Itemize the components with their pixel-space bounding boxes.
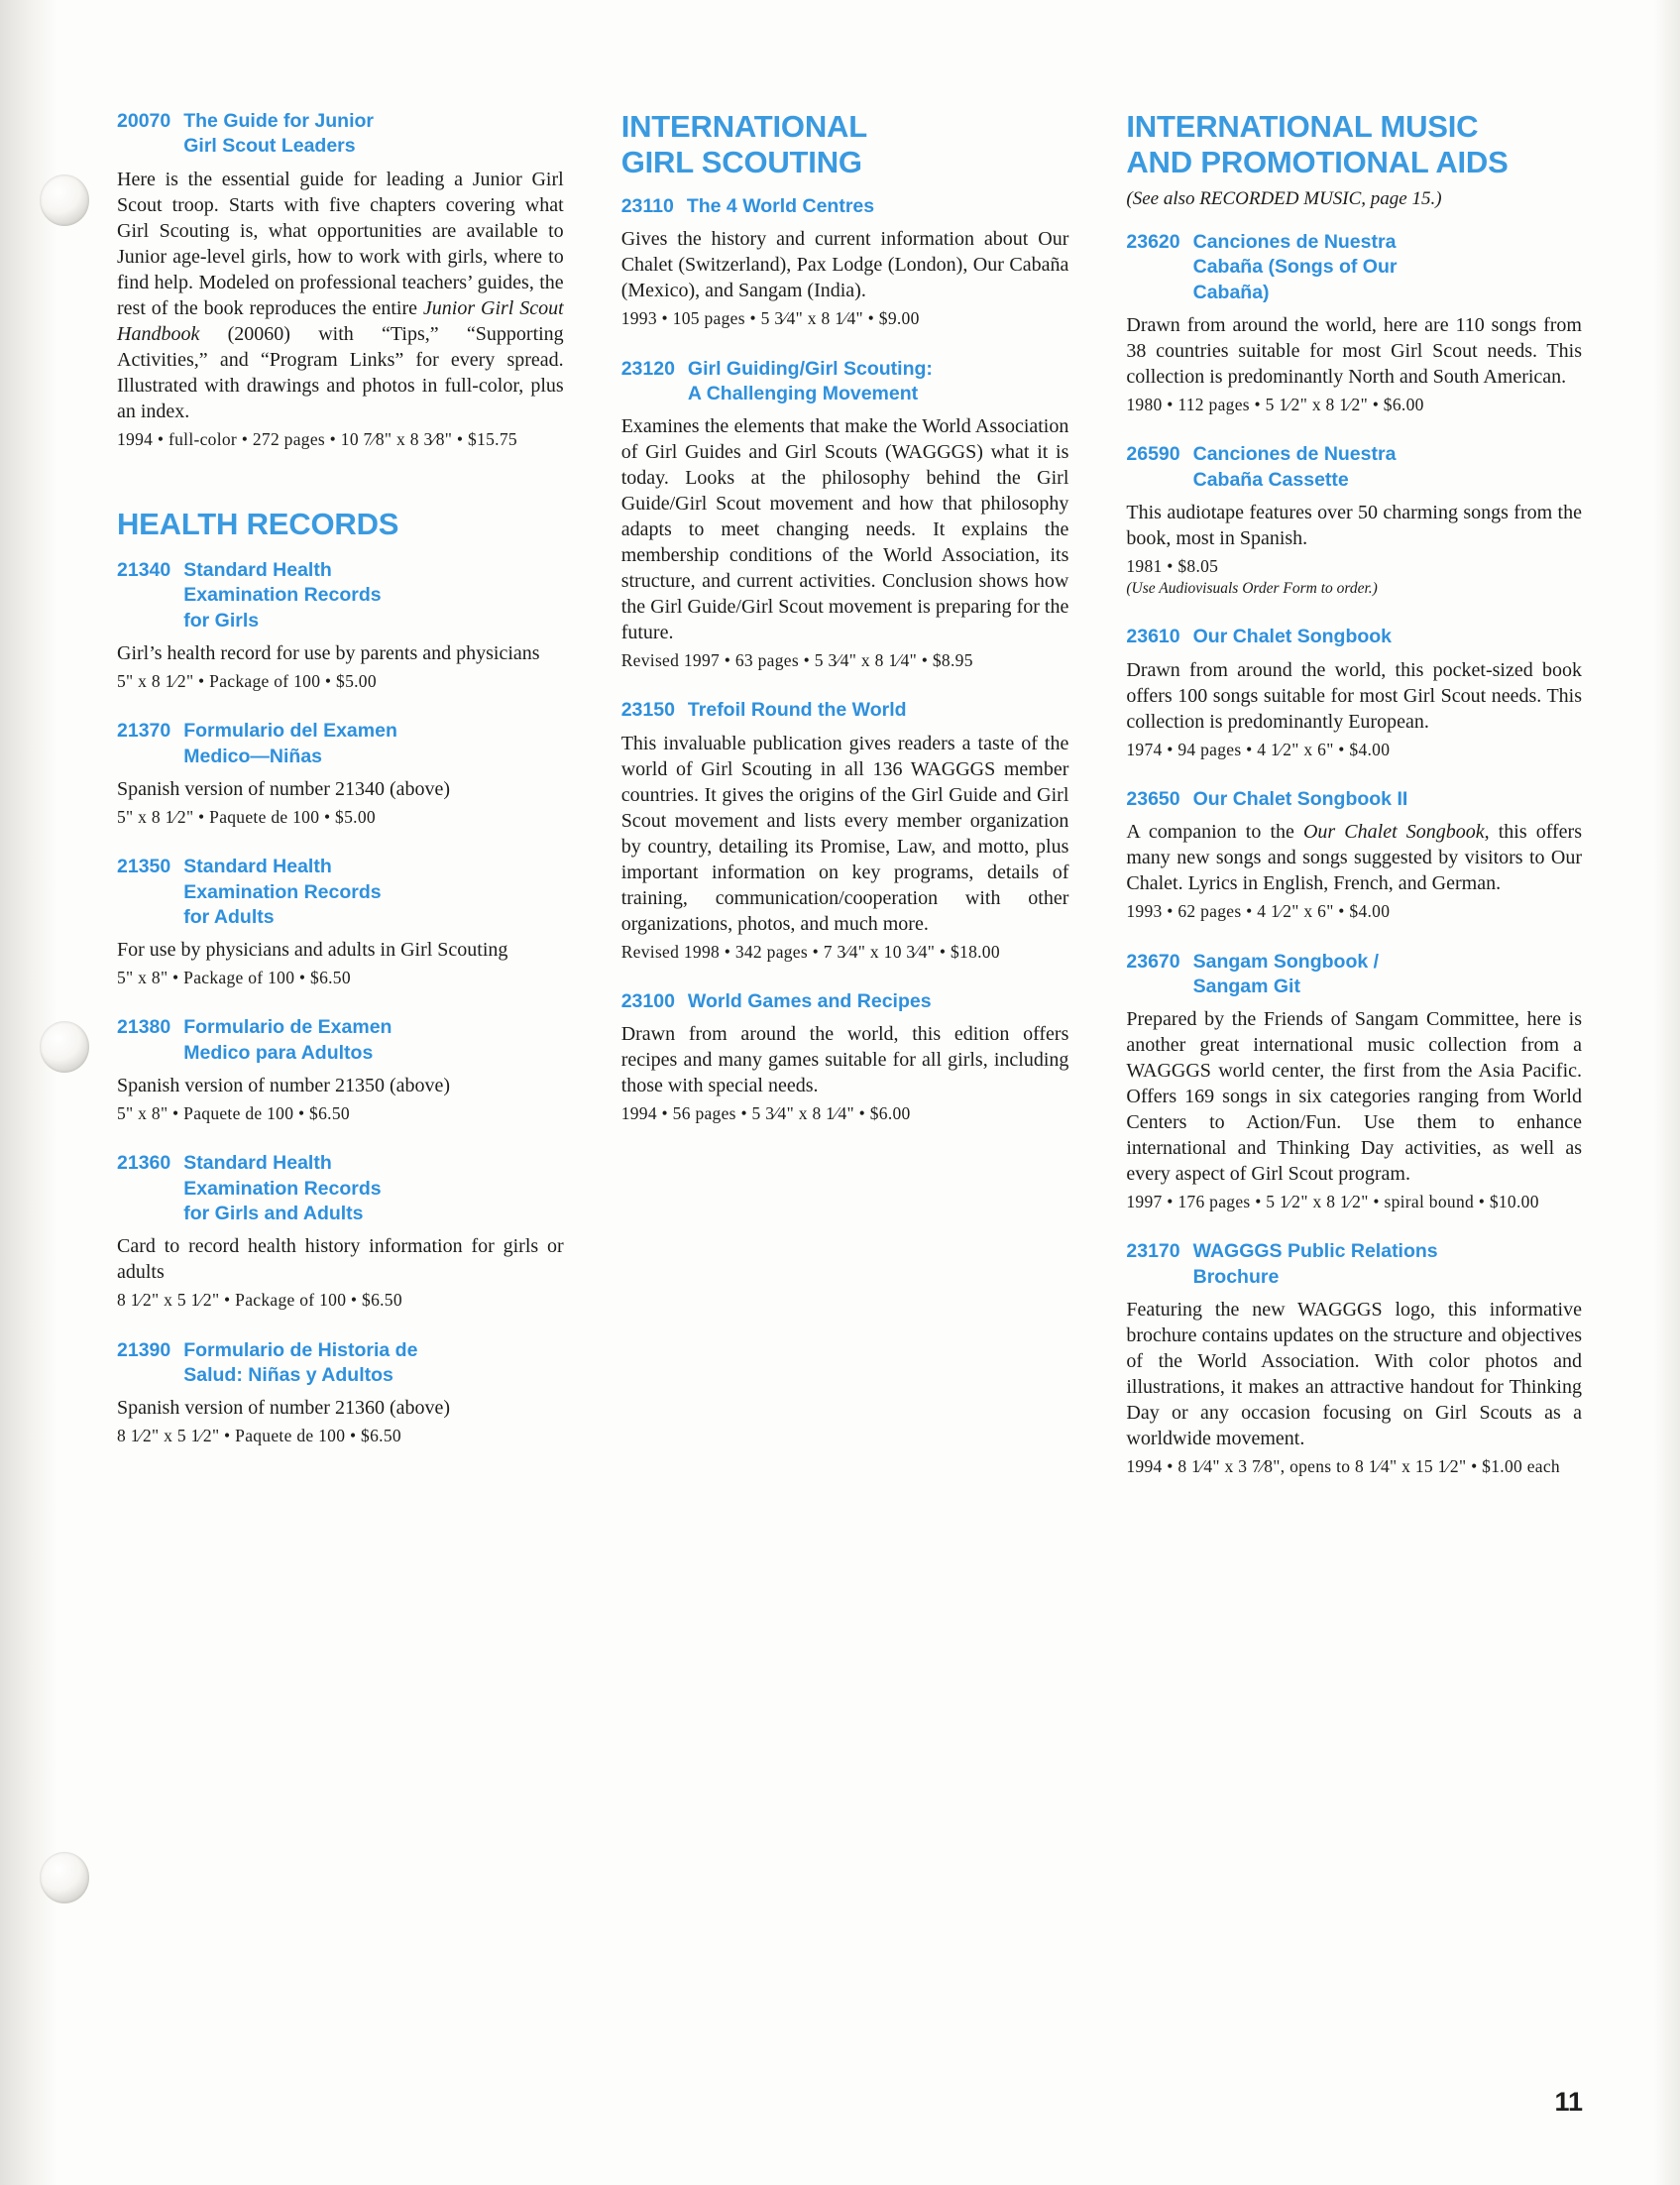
catalog-entry [1126, 625, 1582, 761]
item-number: 23100 [620, 990, 675, 1013]
catalog-entry [117, 1015, 564, 1125]
catalog-entry [117, 719, 564, 829]
section-heading: INTERNATIONAL MUSIC AND PROMOTIONAL AIDS [1126, 109, 1509, 179]
entry-heading [117, 109, 564, 160]
entry-heading [621, 357, 1069, 407]
item-title: Sangam Songbook / Sangam Git [1192, 950, 1380, 997]
item-description: Drawn from around the world, this edition offers recipes and many games suitable for all girls, including those with special needs. [620, 1023, 1069, 1097]
catalog-entry [117, 109, 564, 451]
entry-heading [621, 989, 1069, 1014]
item-number: 21380 [117, 1016, 171, 1039]
item-title: Standard Health Examination Records for Girls and Adults [183, 1152, 382, 1225]
item-title: Trefoil Round the World [687, 699, 907, 722]
catalog-entry [621, 194, 1069, 331]
item-title: Our Chalet Songbook [1192, 626, 1393, 648]
section-heading: INTERNATIONAL GIRL SCOUTING [620, 109, 867, 179]
item-number: 23110 [620, 194, 674, 217]
item-title: The Guide for Junior Girl Scout Leaders [183, 110, 374, 158]
entry-heading [621, 194, 1069, 219]
catalog-entry [117, 1151, 564, 1312]
page-number: 11 [1554, 2087, 1583, 2117]
catalog-entry [1126, 787, 1582, 924]
item-description: This audiotape features over 50 charming songs from the book, most in Spanish. [1126, 501, 1582, 549]
item-number: 23120 [620, 357, 675, 380]
item-number: 23650 [1126, 787, 1180, 810]
column-right [1126, 109, 1582, 1504]
item-title: The 4 World Centres [686, 194, 875, 217]
binder-hole-top [40, 174, 89, 226]
item-number: 23170 [1126, 1240, 1180, 1263]
entry-heading [117, 1151, 564, 1226]
item-number: 23670 [1126, 950, 1180, 973]
item-title: Formulario de Examen Medico para Adultos [183, 1016, 392, 1064]
item-specifications: Revised 1997 • 63 pages • 5 3⁄4" x 8 1⁄4" • $8.95 [620, 650, 973, 671]
item-description: Spanish version of number 21350 (above) [117, 1075, 451, 1097]
item-number: 21370 [117, 720, 171, 743]
item-description: Girl’s health record for use by parents and physicians [117, 641, 540, 664]
entry-heading [117, 558, 564, 633]
item-description: Prepared by the Friends of Sangam Committee, here is another great international music collection from a WAGGGS world center, the first from the Asia Pacific. Offers 169 songs in six categories ranging from World Centers to Action/Fun. Use them to enhance international and Thinking Day activities, as well as every aspect of Girl Scout program. [1126, 1008, 1582, 1186]
item-description: This invaluable publication gives readers a taste of the world of Girl Scouting in all 136 WAGGGS member countries. It gives the origins of the Girl Guide and Girl Scout movement and lists every member organization by country, detailing its Promise, Law, and motto, plus important information on key programs, details of training, communication/cooperation with other organizations, photos, and much more. [620, 732, 1069, 935]
catalog-entry [621, 357, 1069, 673]
entry-heading [1126, 1239, 1582, 1290]
entry-heading [1126, 230, 1582, 305]
entry-heading [1126, 625, 1582, 649]
item-specifications: 8 1⁄2" x 5 1⁄2" • Paquete de 100 • $6.50 [117, 1426, 401, 1446]
item-title: Canciones de Nuestra Cabaña (Songs of Our Cabaña) [1192, 230, 1398, 303]
item-specifications: 1981 • $8.05 [1126, 555, 1219, 576]
entry-heading [117, 719, 564, 769]
item-title: Standard Health Examination Records for Girls [183, 558, 382, 632]
item-specifications: 5" x 8 1⁄2" • Paquete de 100 • $5.00 [117, 806, 376, 827]
catalog-entry [1126, 1239, 1582, 1478]
entry-heading [117, 1338, 564, 1389]
item-specifications: 1993 • 62 pages • 4 1⁄2" x 6" • $4.00 [1126, 901, 1391, 922]
page-columns [117, 109, 1582, 1504]
item-number: 21360 [117, 1152, 171, 1175]
catalog-entry [1126, 230, 1582, 416]
section-cross-reference: (See also RECORDED MUSIC, page 15.) [1126, 187, 1442, 209]
item-title: Standard Health Examination Records for Adults [183, 856, 382, 928]
item-specifications: 1994 • 8 1⁄4" x 3 7⁄8", opens to 8 1⁄4" x 15 1⁄2" • $1.00 each [1126, 1456, 1560, 1477]
italic-title: Our Chalet Songbook [1302, 821, 1485, 844]
catalog-entry [1126, 950, 1582, 1214]
item-specifications: Revised 1998 • 342 pages • 7 3⁄4" x 10 3⁄4" • $18.00 [620, 941, 1000, 962]
column-middle [621, 109, 1069, 1504]
item-description: Drawn from around the world, this pocket-sized book offers 100 songs suitable for most Girl Scout needs. This collection is predominantly European. [1126, 658, 1582, 733]
item-title: WAGGGS Public Relations Brochure [1192, 1240, 1438, 1288]
item-specifications: 5" x 8" • Package of 100 • $6.50 [117, 968, 351, 988]
binder-hole-bottom [40, 1852, 89, 1903]
item-description: Spanish version of number 21340 (above) [117, 777, 451, 800]
column-left [117, 109, 564, 1504]
item-number: 21390 [117, 1338, 171, 1361]
item-specifications: 8 1⁄2" x 5 1⁄2" • Package of 100 • $6.50 [117, 1290, 402, 1311]
binder-hole-middle [40, 1021, 89, 1073]
item-number: 23610 [1126, 626, 1180, 648]
entry-heading [117, 1015, 564, 1066]
catalog-entry [621, 989, 1069, 1126]
catalog-entry [621, 698, 1069, 964]
item-description: Here is the essential guide for leading a Junior Girl Scout troop. Starts with five chapters covering what Girl Scouting is, what opportunities are available to Junior age-level girls, how to work with girls, where to find help. Modeled on professional teachers’ guides, the rest of the book reproduces the entire Junior Girl Scout Handbook (20060) with “Tips,” “Supporting Activities,” and “Program Links” for every spread. Illustrated with drawings and photos in full-color, plus an index. [117, 168, 564, 422]
item-order-note: (Use Audiovisuals Order Form to order.) [1126, 580, 1378, 598]
catalog-entry [117, 558, 564, 693]
item-number: 26590 [1126, 443, 1180, 466]
item-specifications: 1994 • 56 pages • 5 3⁄4" x 8 1⁄4" • $6.00 [620, 1103, 911, 1124]
catalog-entry [117, 1338, 564, 1448]
entry-heading [1126, 442, 1582, 493]
item-title: Our Chalet Songbook II [1192, 787, 1408, 810]
item-title: Canciones de Nuestra Cabaña Cassette [1192, 443, 1397, 491]
item-number: 23620 [1126, 230, 1180, 253]
item-title: Formulario de Historia de Salud: Niñas y Adultos [183, 1338, 418, 1387]
item-specifications: 5" x 8 1⁄2" • Package of 100 • $5.00 [117, 670, 377, 691]
item-number: 20070 [117, 110, 171, 132]
italic-title: Junior Girl Scout Handbook [117, 296, 564, 345]
item-title: Girl Guiding/Girl Scouting: A Challenging Movement [687, 357, 933, 404]
item-specifications: 1993 • 105 pages • 5 3⁄4" x 8 1⁄4" • $9.00 [620, 308, 920, 329]
item-number: 23150 [620, 699, 675, 722]
item-description: Examines the elements that make the World Association of Girl Guides and Girl Scouts (WAGGGS) what it is today. Looks at the philosophy behind the Girl Guide/Girl Scout movement and how that philosophy adapts to meet changing needs. It explains the membership conditions of the World Association, its structure, and current activities. Conclusion shows how the Girl Guide/Girl Scout movement is preparing for the future. [620, 415, 1069, 644]
item-description: Drawn from around the world, here are 110 songs from 38 countries suitable for most Girl Scout needs. This collection is predominantly North and South American. [1126, 313, 1582, 388]
item-specifications: 1994 • full-color • 272 pages • 10 7⁄8" x 8 3⁄8" • $15.75 [117, 428, 517, 449]
item-specifications: 1997 • 176 pages • 5 1⁄2" x 8 1⁄2" • spiral bound • $10.00 [1126, 1192, 1539, 1212]
entry-heading [1126, 950, 1582, 1000]
item-description: A companion to the Our Chalet Songbook, this offers many new songs and songs suggested by visitors to Our Chalet. Lyrics in English, French, and German. [1126, 821, 1582, 895]
catalog-entry [117, 855, 564, 989]
item-title: World Games and Recipes [687, 990, 932, 1013]
item-specifications: 1974 • 94 pages • 4 1⁄2" x 6" • $4.00 [1126, 739, 1391, 759]
item-specifications: 5" x 8" • Paquete de 100 • $6.50 [117, 1103, 350, 1124]
entry-heading [621, 698, 1069, 723]
section-heading: HEALTH RECORDS [117, 506, 399, 541]
item-description: Gives the history and current information about Our Chalet (Switzerland), Pax Lodge (London), Our Cabaña (Mexico), and Sangam (India). [620, 228, 1069, 302]
catalog-entry [1126, 442, 1582, 599]
item-specifications: 1980 • 112 pages • 5 1⁄2" x 8 1⁄2" • $6.00 [1126, 394, 1424, 414]
entry-heading [1126, 787, 1582, 812]
item-number: 21340 [117, 558, 171, 581]
spacer [117, 477, 564, 507]
item-title: Formulario del Examen Medico—Niñas [183, 720, 397, 767]
item-number: 21350 [117, 856, 171, 878]
entry-heading [117, 855, 564, 930]
item-description: For use by physicians and adults in Girl Scouting [117, 939, 508, 962]
item-description: Spanish version of number 21360 (above) [117, 1397, 451, 1420]
item-description: Featuring the new WAGGGS logo, this informative brochure contains updates on the structure and objectives of the World Association. With color photos and illustrations, it makes an attractive handout for Thinking Day or any occasion focusing on Girl Scouts as a worldwide movement. [1126, 1299, 1582, 1450]
item-description: Card to record health history information for girls or adults [117, 1235, 564, 1284]
